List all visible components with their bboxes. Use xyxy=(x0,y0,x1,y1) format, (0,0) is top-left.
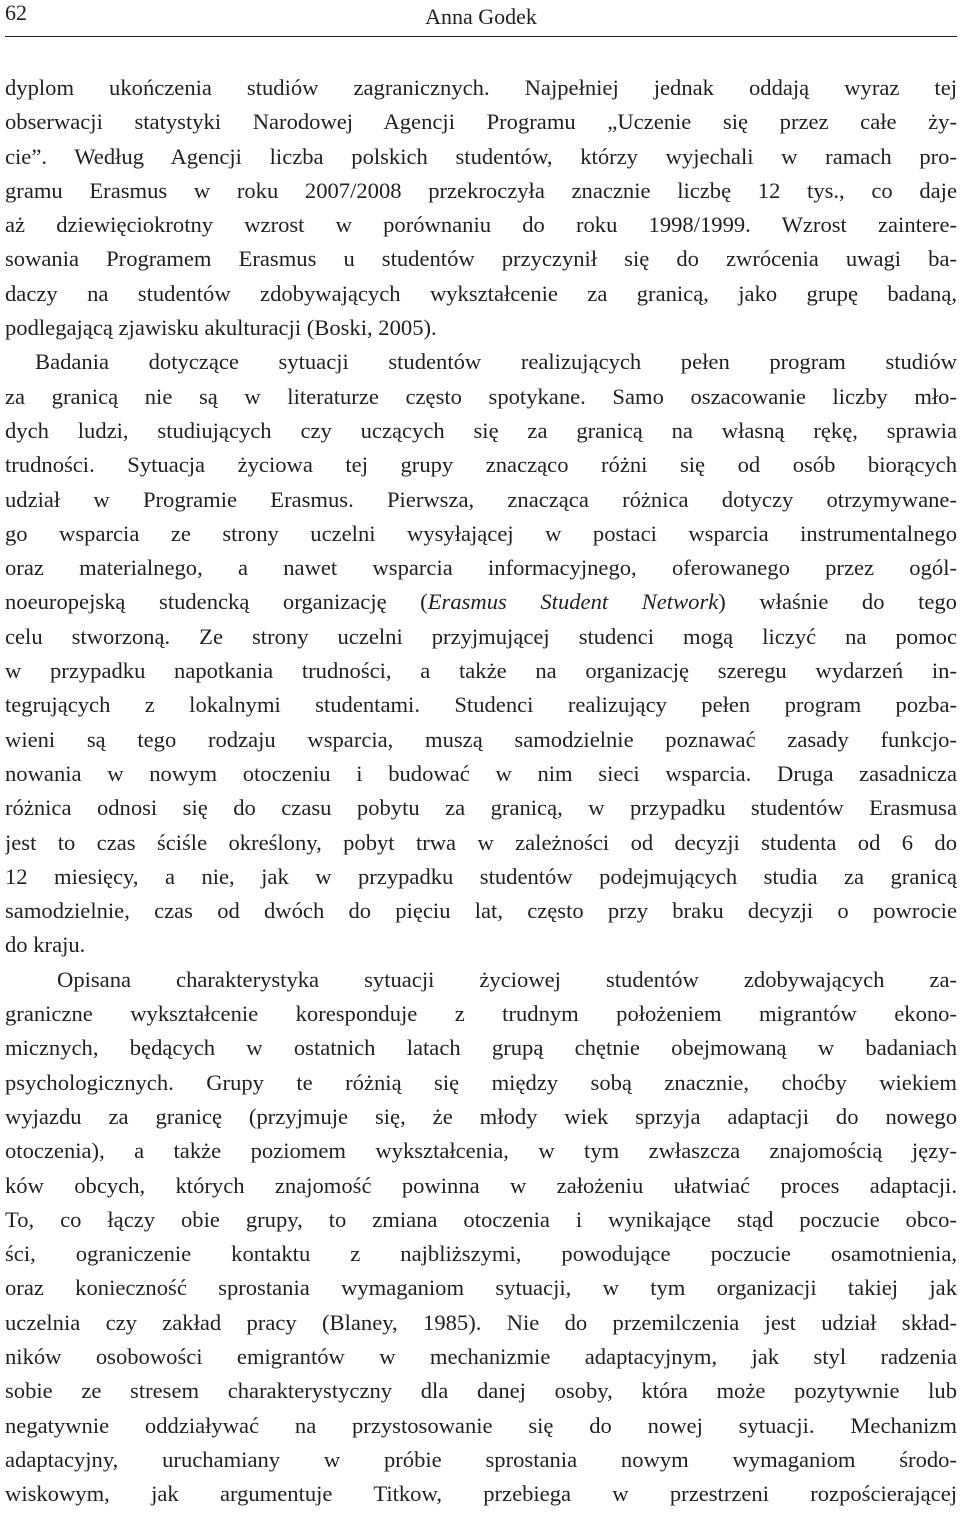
text-line: otoczenia), a także poziomem wykształcenia, w tym zwłaszcza znajomością języ- xyxy=(5,1138,957,1164)
text-line: różnica odnosi się do czasu pobytu za granicą, w przypadku studentów Erasmusa xyxy=(5,795,957,821)
text-line: noeuropejską studencką organizację (Erasmus Student Network) właśnie do tego xyxy=(5,589,957,615)
text-line: sobie ze stresem charakterystyczny dla danej osoby, która może pozytywnie lub xyxy=(5,1378,957,1404)
text-line: uczelnia czy zakład pracy (Blaney, 1985). Nie do przemilczenia jest udział skład- xyxy=(5,1309,957,1335)
italic-term: Erasmus Student Network xyxy=(427,589,719,615)
text-line: micznych, będących w ostatnich latach grupą chętnie obejmowaną w badaniach xyxy=(5,1035,957,1061)
text-line: ników osobowości emigrantów w mechanizmie adaptacyjnym, jak styl radzenia xyxy=(5,1343,957,1369)
text-line: udział w Programie Erasmus. Pierwsza, znacząca różnica dotyczy otrzymywane- xyxy=(5,486,957,512)
text-line: oraz konieczność sprostania wymaganiom sytuacji, w tym organizacji takiej jak xyxy=(5,1275,957,1301)
running-head-author: Anna Godek xyxy=(425,4,537,29)
page-number: 62 xyxy=(5,0,27,25)
text-line: trudności. Sytuacja życiowa tej grupy znacząco różni się od osób biorących xyxy=(5,452,957,478)
text-line: wyjazdu za granicę (przyjmuje się, że młody wiek sprzyja adaptacji do nowego xyxy=(5,1103,957,1129)
text-line: 12 miesięcy, a nie, jak w przypadku studentów podejmujących studia za granicą xyxy=(5,863,957,889)
text-line: oraz materialnego, a nawet wsparcia informacyjnego, oferowanego przez ogól- xyxy=(5,555,957,581)
text-line: go wsparcia ze strony uczelni wysyłającej w postaci wsparcia instrumentalnego xyxy=(5,520,957,546)
text-line: dych ludzi, studiujących czy uczących się za granicą na własną rękę, sprawia xyxy=(5,417,957,443)
text-line: za granicą nie są w literaturze często spotykane. Samo oszacowanie liczby mło- xyxy=(5,383,957,409)
text-line: adaptacyjny, uruchamiany w próbie sprostania nowym wymaganiom środo- xyxy=(5,1446,957,1472)
text-line: do kraju. xyxy=(5,932,86,958)
text-line: wiskowym, jak argumentuje Titkow, przebiega w przestrzeni rozpościerającej xyxy=(5,1481,957,1507)
text-line: daczy na studentów zdobywających wykształcenie za granicą, jako grupę badaną, xyxy=(5,280,957,306)
running-head xyxy=(5,0,957,37)
text-line: cie”. Według Agencji liczba polskich studentów, którzy wyjechali w ramach pro- xyxy=(5,143,957,169)
text-line: ków obcych, których znajomość powinna w założeniu ułatwiać proces adaptacji. xyxy=(5,1172,957,1198)
text-line: graniczne wykształcenie koresponduje z trudnym położeniem migrantów ekono- xyxy=(5,1001,957,1027)
text-line: tegrujących z lokalnymi studentami. Studenci realizujący pełen program pozba- xyxy=(5,692,957,718)
text-line: podlegającą zjawisku akulturacji (Boski, 2005). xyxy=(5,315,437,341)
text-line: negatywnie oddziaływać na przystosowanie się do nowej sytuacji. Mechanizm xyxy=(5,1412,957,1438)
text-line: sowania Programem Erasmus u studentów przyczynił się do zwrócenia uwagi ba- xyxy=(5,246,957,272)
text-line: w przypadku napotkania trudności, a także na organizację szeregu wydarzeń in- xyxy=(5,658,957,684)
text-line: To, co łączy obie grupy, to zmiana otoczenia i wynikające stąd poczucie obco- xyxy=(5,1206,957,1232)
text-line: Badania dotyczące sytuacji studentów realizujących pełen program studiów xyxy=(35,349,957,375)
text-line: nowania w nowym otoczeniu i budować w nim sieci wsparcia. Druga zasadnicza xyxy=(5,760,957,786)
text-line: gramu Erasmus w roku 2007/2008 przekroczyła znacznie liczbę 12 tys., co daje xyxy=(5,177,957,203)
text-line: jest to czas ściśle określony, pobyt trwa w zależności od decyzji studenta od 6 do xyxy=(5,829,957,855)
text-line: wieni są tego rodzaju wsparcia, muszą samodzielnie poznawać zasady funkcjo- xyxy=(5,726,957,752)
body-text xyxy=(5,71,957,1511)
text-line: dyplom ukończenia studiów zagranicznych. Najpełniej jednak oddają wyraz tej xyxy=(5,75,957,100)
text-line: samodzielnie, czas od dwóch do pięciu lat, często przy braku decyzji o powrocie xyxy=(5,898,957,924)
text-line: obserwacji statystyki Narodowej Agencji Programu „Uczenie się przez całe ży- xyxy=(5,109,957,135)
text-line: celu stworzoną. Ze strony uczelni przyjmującej studenci mogą liczyć na pomoc xyxy=(5,623,957,649)
text-line: Opisana charakterystyka sytuacji życiowej studentów zdobywających za- xyxy=(57,966,957,992)
text-line: aż dziewięciokrotny wzrost w porównaniu do roku 1998/1999. Wzrost zaintere- xyxy=(5,212,957,238)
text-line: ści, ograniczenie kontaktu z najbliższymi, powodujące poczucie osamotnienia, xyxy=(5,1241,957,1267)
text-line: psychologicznych. Grupy te różnią się między sobą znacznie, choćby wiekiem xyxy=(5,1069,957,1095)
